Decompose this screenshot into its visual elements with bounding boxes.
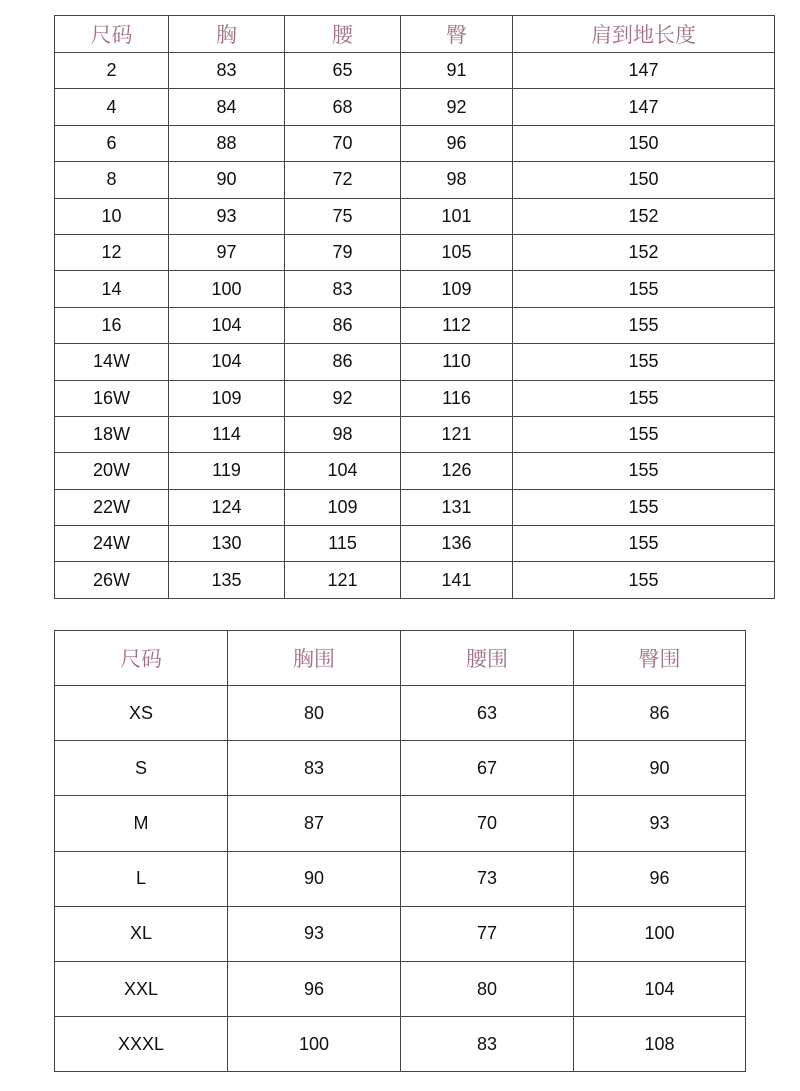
table-cell: 65	[285, 53, 401, 89]
table-row	[55, 344, 775, 380]
table-cell: 155	[513, 344, 775, 380]
table-cell: 100	[574, 906, 746, 961]
table-cell: 100	[169, 271, 285, 307]
table-cell: 147	[513, 89, 775, 125]
table-cell: 108	[574, 1017, 746, 1072]
table-cell: 141	[401, 562, 513, 598]
table-cell: XS	[55, 686, 228, 741]
table-cell: 88	[169, 125, 285, 161]
size-chart-letter	[54, 630, 746, 1072]
column-header: 胸围	[228, 631, 401, 686]
table-cell: 8	[55, 162, 169, 198]
table-cell: 121	[285, 562, 401, 598]
table-cell: 96	[228, 961, 401, 1016]
table-cell: 147	[513, 53, 775, 89]
table-row	[55, 453, 775, 489]
table-cell: 112	[401, 307, 513, 343]
table-cell: 92	[285, 380, 401, 416]
table-cell: 90	[169, 162, 285, 198]
table-cell: 110	[401, 344, 513, 380]
table-cell: 83	[169, 53, 285, 89]
table-cell: 86	[574, 686, 746, 741]
table-cell: 104	[169, 344, 285, 380]
table-cell: 135	[169, 562, 285, 598]
table-cell: 67	[401, 741, 574, 796]
table-row	[55, 1017, 746, 1072]
table-cell: 131	[401, 489, 513, 525]
table-row	[55, 53, 775, 89]
table-row	[55, 961, 746, 1016]
table-cell: 115	[285, 526, 401, 562]
table-cell: 98	[285, 416, 401, 452]
table-cell: L	[55, 851, 228, 906]
table-cell: 24W	[55, 526, 169, 562]
table-cell: 109	[169, 380, 285, 416]
table-cell: 96	[574, 851, 746, 906]
table-cell: 130	[169, 526, 285, 562]
size-chart-numeric	[54, 15, 775, 599]
column-header: 腰	[285, 16, 401, 53]
table-cell: 4	[55, 89, 169, 125]
table-cell: XL	[55, 906, 228, 961]
table-cell: 155	[513, 307, 775, 343]
table-row	[55, 526, 775, 562]
table-cell: 75	[285, 198, 401, 234]
table-cell: 152	[513, 234, 775, 270]
table-cell: 116	[401, 380, 513, 416]
table-cell: 70	[401, 796, 574, 851]
table-cell: 121	[401, 416, 513, 452]
table-cell: 93	[228, 906, 401, 961]
table-cell: 124	[169, 489, 285, 525]
table-cell: 73	[401, 851, 574, 906]
table-row	[55, 741, 746, 796]
table-row	[55, 796, 746, 851]
table-cell: 12	[55, 234, 169, 270]
table-cell: 22W	[55, 489, 169, 525]
table-cell: 68	[285, 89, 401, 125]
table-cell: 100	[228, 1017, 401, 1072]
table-cell: 155	[513, 380, 775, 416]
table-cell: 2	[55, 53, 169, 89]
table-row	[55, 125, 775, 161]
table-cell: 16W	[55, 380, 169, 416]
column-header: 胸	[169, 16, 285, 53]
header-row	[55, 16, 775, 53]
table-cell: 20W	[55, 453, 169, 489]
column-header: 腰围	[401, 631, 574, 686]
table-cell: 63	[401, 686, 574, 741]
column-header: 臀	[401, 16, 513, 53]
table-cell: 93	[574, 796, 746, 851]
table-cell: 83	[401, 1017, 574, 1072]
table-cell: 155	[513, 453, 775, 489]
column-header: 肩到地长度	[513, 16, 775, 53]
table-row	[55, 380, 775, 416]
table-cell: 86	[285, 307, 401, 343]
table-cell: 152	[513, 198, 775, 234]
table-cell: 114	[169, 416, 285, 452]
table-cell: XXXL	[55, 1017, 228, 1072]
table-cell: M	[55, 796, 228, 851]
table-cell: 80	[401, 961, 574, 1016]
table-row	[55, 271, 775, 307]
table-row	[55, 686, 746, 741]
table-cell: 90	[574, 741, 746, 796]
table-cell: 104	[169, 307, 285, 343]
table-cell: 18W	[55, 416, 169, 452]
table-row	[55, 198, 775, 234]
table-cell: 80	[228, 686, 401, 741]
table-cell: 77	[401, 906, 574, 961]
table-cell: 92	[401, 89, 513, 125]
table-row	[55, 416, 775, 452]
table-cell: 155	[513, 562, 775, 598]
table-cell: 6	[55, 125, 169, 161]
table-cell: 10	[55, 198, 169, 234]
table-cell: 91	[401, 53, 513, 89]
table-cell: 96	[401, 125, 513, 161]
table-cell: 14	[55, 271, 169, 307]
table-cell: 84	[169, 89, 285, 125]
table-row	[55, 851, 746, 906]
table-cell: XXL	[55, 961, 228, 1016]
table-row	[55, 234, 775, 270]
table-cell: 126	[401, 453, 513, 489]
header-row	[55, 631, 746, 686]
table-cell: 109	[401, 271, 513, 307]
table-cell: 97	[169, 234, 285, 270]
table-cell: 98	[401, 162, 513, 198]
table-row	[55, 307, 775, 343]
table-cell: 109	[285, 489, 401, 525]
table-cell: 26W	[55, 562, 169, 598]
table-cell: 136	[401, 526, 513, 562]
table-cell: 14W	[55, 344, 169, 380]
table-cell: 104	[574, 961, 746, 1016]
table-cell: 105	[401, 234, 513, 270]
column-header: 臀围	[574, 631, 746, 686]
table-cell: 155	[513, 271, 775, 307]
table-cell: 90	[228, 851, 401, 906]
table-row	[55, 562, 775, 598]
table-cell: 87	[228, 796, 401, 851]
table-cell: 72	[285, 162, 401, 198]
table-cell: S	[55, 741, 228, 796]
table-cell: 86	[285, 344, 401, 380]
table-cell: 155	[513, 526, 775, 562]
table-cell: 70	[285, 125, 401, 161]
table-row	[55, 89, 775, 125]
table-cell: 83	[285, 271, 401, 307]
column-header: 尺码	[55, 16, 169, 53]
table-cell: 83	[228, 741, 401, 796]
table-cell: 119	[169, 453, 285, 489]
table-row	[55, 906, 746, 961]
table-cell: 16	[55, 307, 169, 343]
table-cell: 155	[513, 416, 775, 452]
table-cell: 101	[401, 198, 513, 234]
table-cell: 104	[285, 453, 401, 489]
table-cell: 93	[169, 198, 285, 234]
table-cell: 150	[513, 125, 775, 161]
table-row	[55, 162, 775, 198]
table-cell: 155	[513, 489, 775, 525]
table-cell: 79	[285, 234, 401, 270]
column-header: 尺码	[55, 631, 228, 686]
table-row	[55, 489, 775, 525]
table-cell: 150	[513, 162, 775, 198]
